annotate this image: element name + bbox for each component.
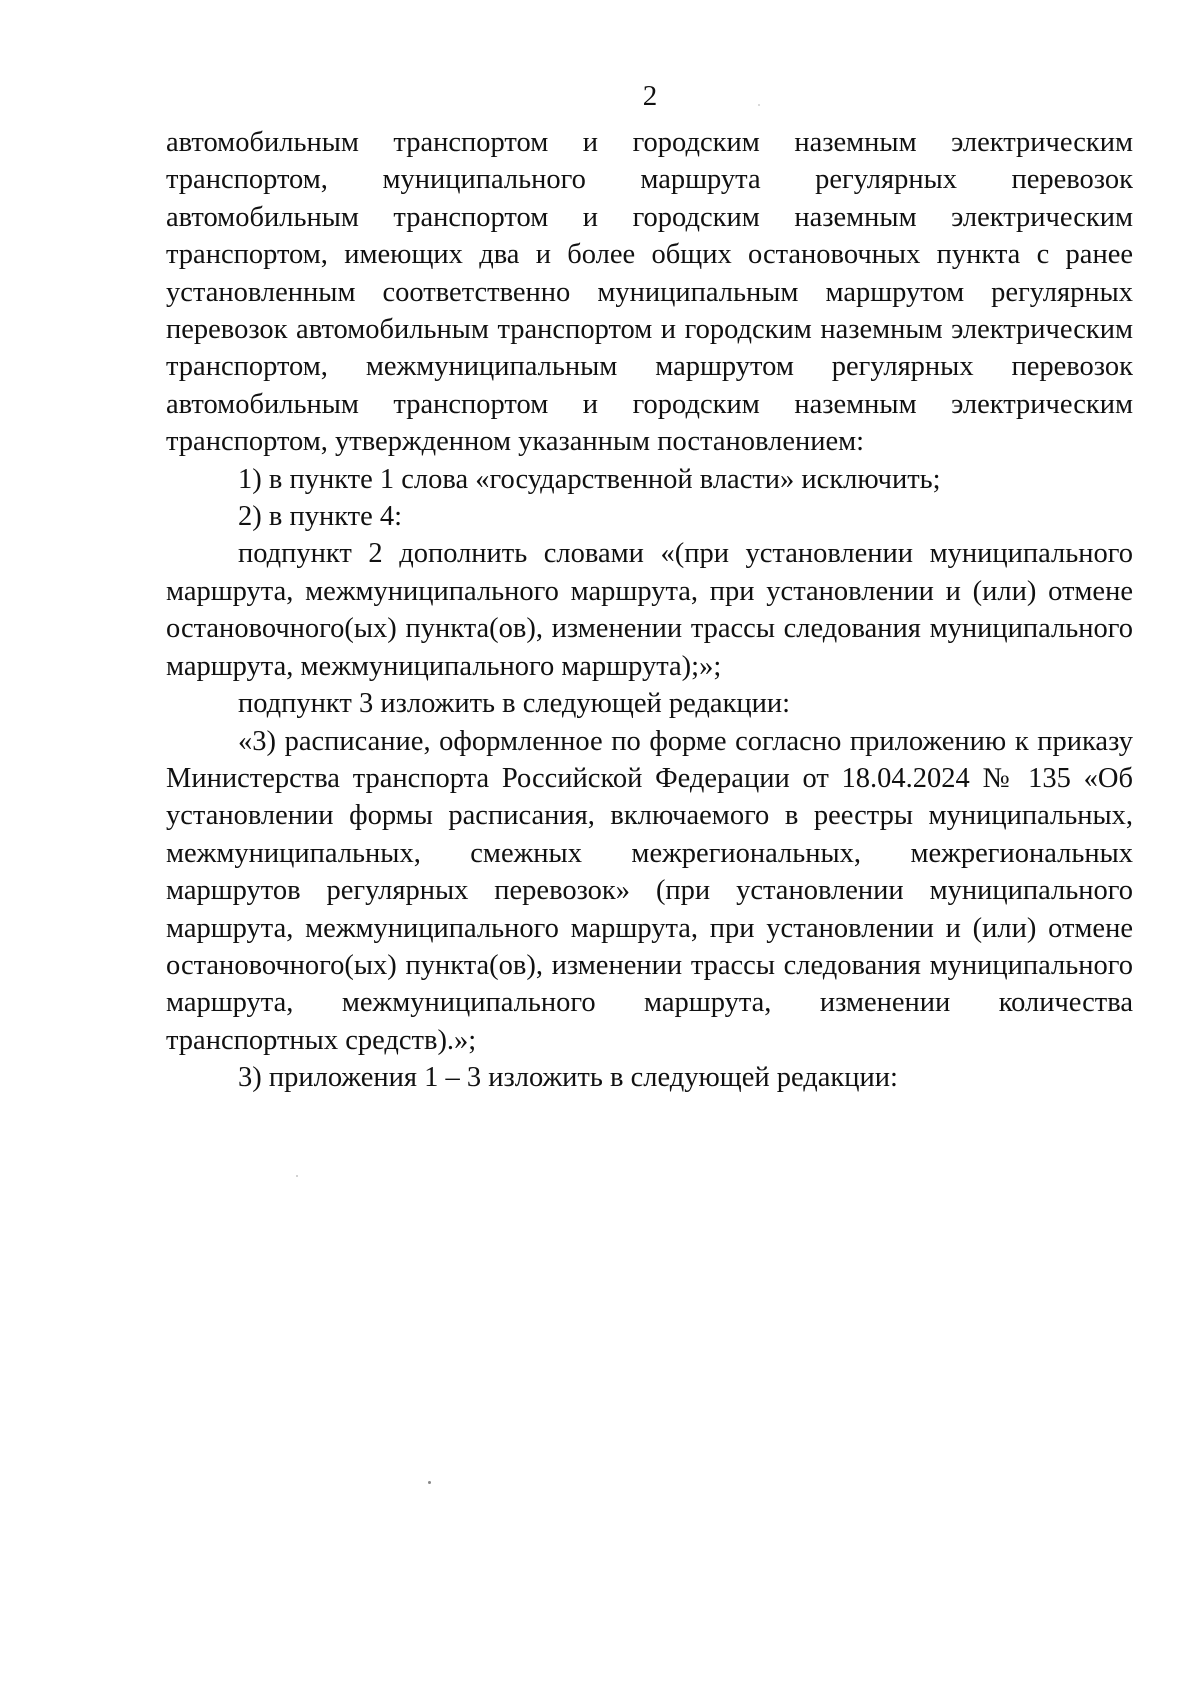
document-body: [166, 124, 1133, 1097]
scan-speck: [296, 1175, 298, 1177]
paragraph-item-2: 2) в пункте 4:: [238, 501, 403, 533]
scan-speck: [758, 104, 760, 106]
paragraph-item-3: 3) приложения 1 – 3 изложить в следующей редакции:: [238, 1062, 898, 1094]
page-number: 2: [642, 80, 658, 112]
paragraph-subitem-3-text: «3) расписание, оформленное по форме согласно приложению к приказу Министерства транспорта Российской Федерации от 18.04.2024 № 135 «Об установлении формы расписания, включаемого в реестры муниципальных, межмуниципальных, смежных межрегиональных, межрегиональных маршрутов регулярных перевозок» (при установлении муниципального маршрута, межмуниципального маршрута, при установлении и (или) отмене остановочного(ых) пункта(ов), изменении трассы следования муниципального маршрута, межмуниципального маршрута, изменении количества транспортных средств).»;: [166, 725, 1133, 1056]
paragraph-subitem-2: подпункт 2 дополнить словами «(при установлении муниципального маршрута, межмуниципального маршрута, при установлении и (или) отмене остановочного(ых) пункта(ов), изменении трассы следования муниципального маршрута, межмуниципального маршрута);»;: [166, 538, 1133, 682]
paragraph-continuation: автомобильным транспортом и городским наземным электрическим транспортом, муниципального маршрута регулярных перевозок автомобильным транспортом и городским наземным электрическим транспортом, имеющих два и более общих остановочных пункта с ранее установленным соответственно муниципальным маршрутом регулярных перевозок автомобильным транспортом и городским наземным электрическим транспортом, межмуниципальным маршрутом регулярных перевозок автомобильным транспортом и городским наземным электрическим транспортом, утвержденном указанным постановлением:: [166, 127, 1133, 458]
scan-speck: [428, 1481, 431, 1484]
paragraph-item-1: 1) в пункте 1 слова «государственной власти» исключить;: [238, 463, 941, 495]
paragraph-subitem-3-intro: подпункт 3 изложить в следующей редакции:: [238, 688, 791, 720]
